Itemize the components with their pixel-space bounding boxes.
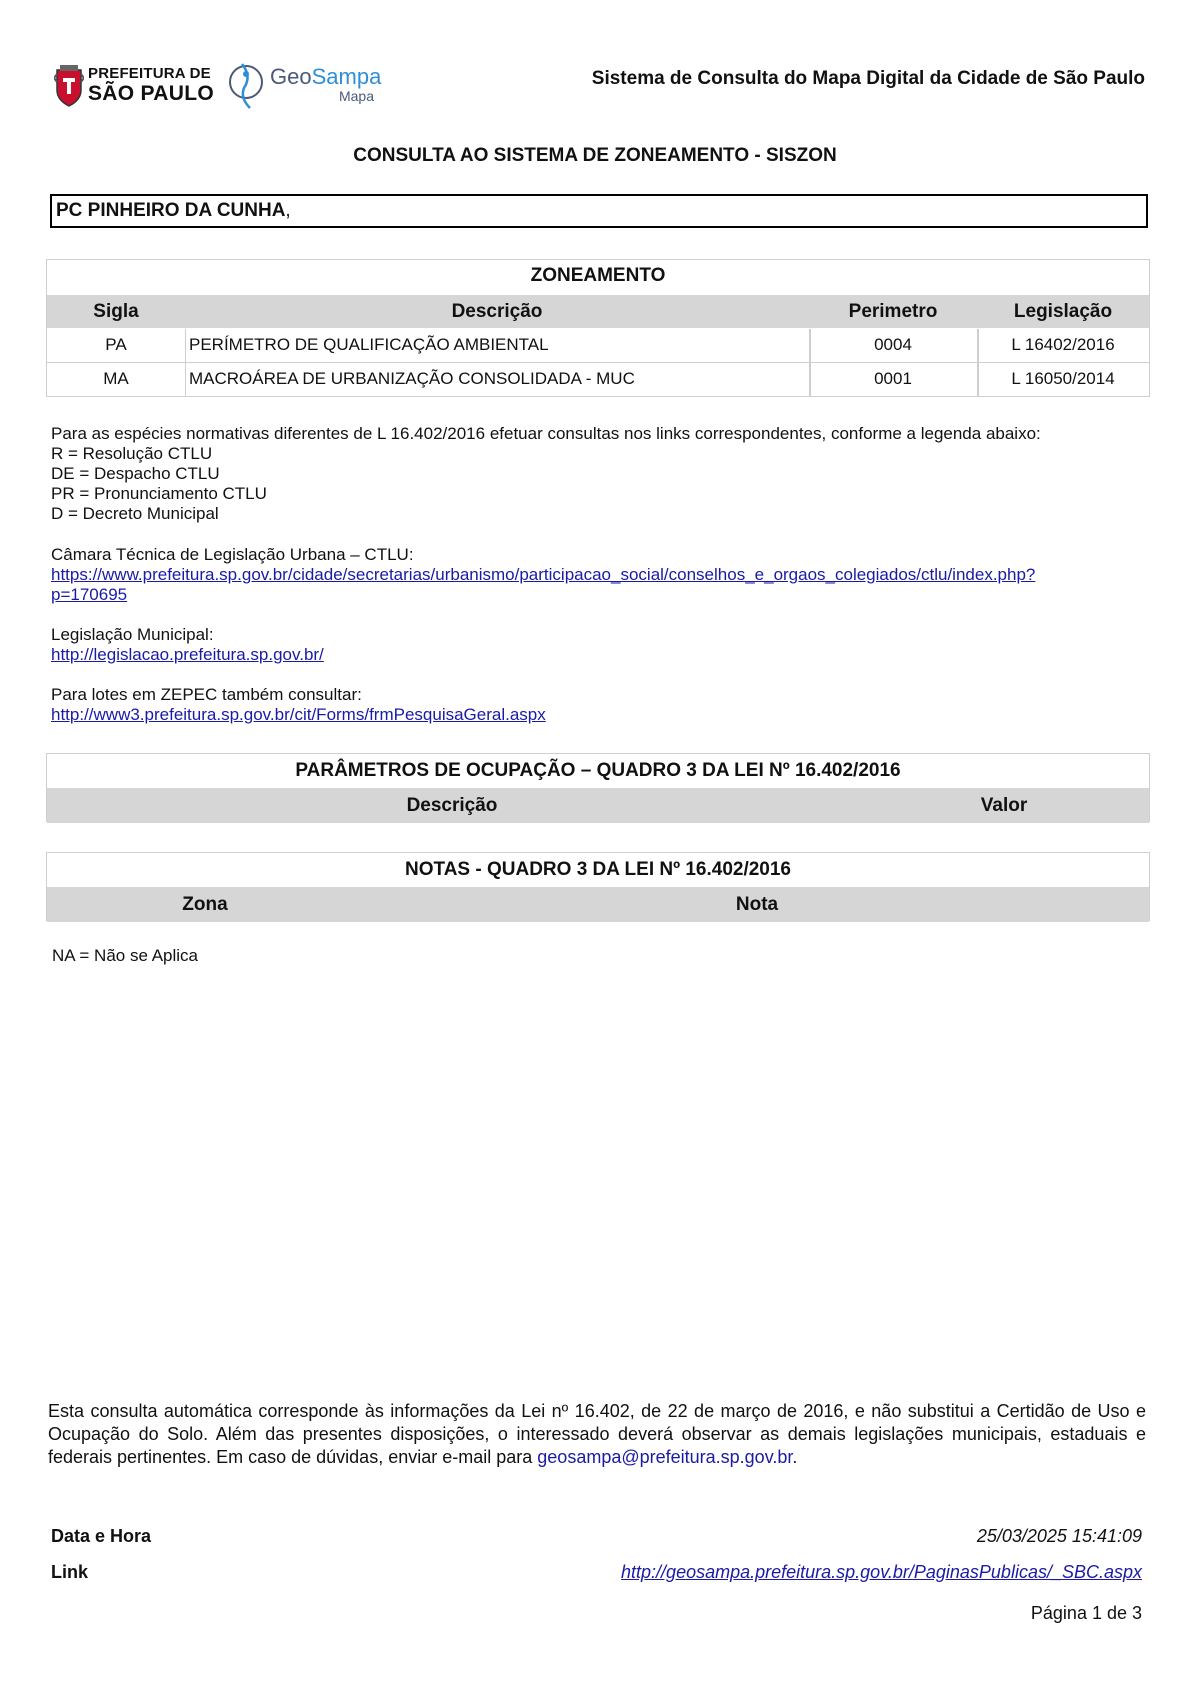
- page-title: CONSULTA AO SISTEMA DE ZONEAMENTO - SISZON: [353, 145, 837, 166]
- address-suffix: ,: [285, 200, 291, 221]
- col-descricao: Descrição: [406, 795, 498, 816]
- geosampa-icon: [226, 58, 266, 110]
- cell-legislacao: L 16402/2016: [1011, 335, 1115, 354]
- geosampa-logo: [226, 58, 386, 114]
- address-name: PC PINHEIRO DA CUNHA: [56, 200, 286, 221]
- legislacao-block: [51, 625, 324, 665]
- zoneamento-header: [47, 295, 1149, 328]
- col-descricao: Descrição: [451, 301, 543, 322]
- notas-title: NOTAS - QUADRO 3 DA LEI Nº 16.402/2016: [405, 859, 791, 880]
- contact-email-link[interactable]: geosampa@prefeitura.sp.gov.br: [537, 1447, 793, 1467]
- notas-header: [47, 887, 1149, 922]
- col-valor: Valor: [980, 795, 1028, 816]
- ctlu-link[interactable]: [51, 565, 1035, 605]
- legend-intro: Para as espécies normativas diferentes de L 16.402/2016 efetuar consultas nos links correspondentes, conforme a legenda abaixo:: [51, 424, 1041, 443]
- legend-block: [51, 424, 1041, 524]
- cell-legislacao: L 16050/2014: [1011, 369, 1115, 388]
- zepec-label: Para lotes em ZEPEC também consultar:: [51, 685, 362, 704]
- notas-table: [46, 852, 1150, 921]
- prefeitura-line2: SÃO PAULO: [88, 82, 214, 105]
- ctlu-link-line2[interactable]: p=170695: [51, 585, 128, 604]
- cell-descricao: MACROÁREA DE URBANIZAÇÃO CONSOLIDADA - MUC: [189, 369, 635, 388]
- col-legislacao: Legislação: [1013, 301, 1113, 322]
- na-note: NA = Não se Aplica: [52, 946, 199, 965]
- parametros-table: [46, 753, 1150, 822]
- ctlu-label: Câmara Técnica de Legislação Urbana – CTLU:: [51, 545, 414, 564]
- zepec-block: [51, 685, 546, 725]
- legend-item: DE = Despacho CTLU: [51, 464, 220, 483]
- legend-item: R = Resolução CTLU: [51, 444, 213, 463]
- legend-item: PR = Pronunciamento CTLU: [51, 484, 267, 503]
- zoneamento-title: ZONEAMENTO: [530, 265, 666, 286]
- disclaimer-end: .: [792, 1447, 798, 1467]
- disclaimer-text: Esta consulta automática corresponde às informações da Lei nº 16.402, de 22 de março de 2016, e não substitui a Certidão de Uso e Ocupação do Solo. Além das presentes disposições, o interessado deverá observar as demais legislações municipais, estaduais e federais pertinentes. Em caso de dúvidas, enviar e-mail para: [48, 1401, 1146, 1467]
- cell-sigla: MA: [103, 369, 129, 388]
- coat-of-arms-icon: [54, 64, 84, 108]
- address-box: [50, 194, 1148, 228]
- ctlu-link-line1[interactable]: https://www.prefeitura.sp.gov.br/cidade/secretarias/urbanismo/participacao_social/conselhos_e_orgaos_colegiados/ctlu/index.php?: [51, 565, 1036, 584]
- zepec-link[interactable]: http://www3.prefeitura.sp.gov.br/cit/Forms/frmPesquisaGeral.aspx: [51, 705, 546, 724]
- zoneamento-table: [46, 259, 1150, 397]
- system-title: Sistema de Consulta do Mapa Digital da Cidade de São Paulo: [591, 68, 1145, 89]
- prefeitura-logo: [54, 62, 214, 112]
- col-zona: Zona: [182, 894, 228, 915]
- geo-sub: Mapa: [338, 88, 374, 104]
- link-label: Link: [51, 1562, 89, 1582]
- geo-name-b: Sampa: [311, 64, 382, 89]
- col-perimetro: Perimetro: [848, 301, 938, 322]
- prefeitura-line1: PREFEITURA DE: [88, 65, 211, 82]
- datetime-value: 25/03/2025 15:41:09: [976, 1526, 1142, 1546]
- cell-perimetro: 0004: [874, 335, 912, 354]
- page-number: Página 1 de 3: [1030, 1603, 1142, 1623]
- legislacao-link[interactable]: http://legislacao.prefeitura.sp.gov.br/: [51, 645, 324, 664]
- table-row: [47, 329, 1149, 363]
- col-nota: Nota: [735, 894, 779, 915]
- ctlu-block: [51, 545, 1035, 605]
- disclaimer: [48, 1400, 1146, 1469]
- footer-link[interactable]: http://geosampa.prefeitura.sp.gov.br/PaginasPublicas/_SBC.aspx: [621, 1562, 1142, 1582]
- parametros-header: [47, 788, 1149, 823]
- table-row: [47, 363, 1149, 397]
- legislacao-label: Legislação Municipal:: [51, 625, 214, 644]
- col-sigla: Sigla: [93, 301, 139, 322]
- cell-sigla: PA: [105, 335, 127, 354]
- cell-perimetro: 0001: [874, 369, 912, 388]
- cell-descricao: PERÍMETRO DE QUALIFICAÇÃO AMBIENTAL: [189, 335, 549, 354]
- geo-name-a: Geo: [270, 64, 312, 89]
- legend-item: D = Decreto Municipal: [51, 504, 219, 523]
- datetime-label: Data e Hora: [51, 1526, 152, 1546]
- parametros-title: PARÂMETROS DE OCUPAÇÃO – QUADRO 3 DA LEI Nº 16.402/2016: [295, 760, 901, 781]
